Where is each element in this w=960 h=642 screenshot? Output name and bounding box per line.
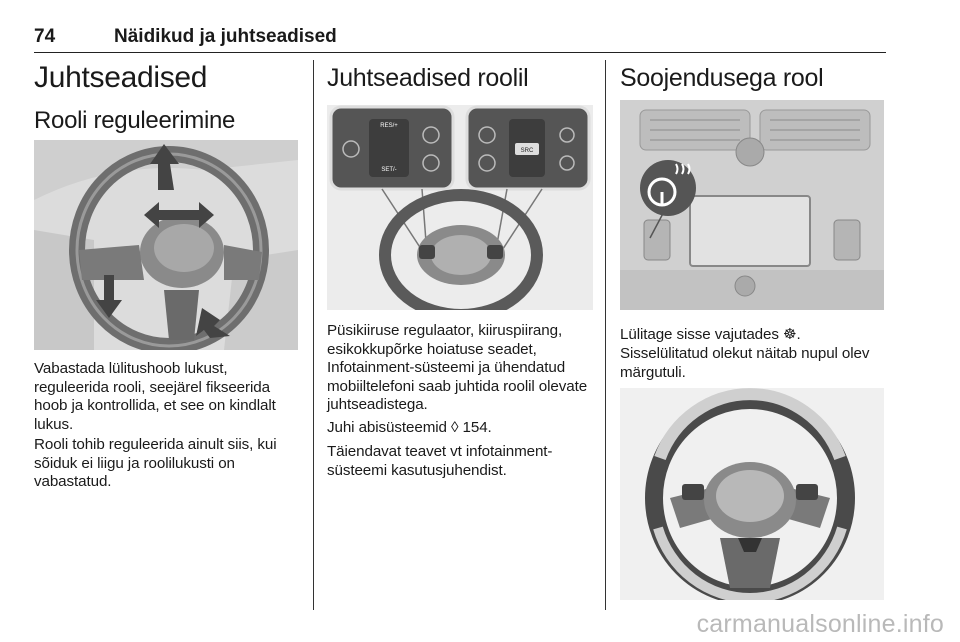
- section-heading: Juhtseadised roolil: [327, 64, 529, 92]
- column-divider: [313, 60, 314, 610]
- steering-adjust-illustration: [34, 140, 298, 350]
- paragraph: Täiendavat teavet vt infotainment-süsteemi kasutusjuhendist.: [327, 443, 553, 479]
- res-button-label: RES/+: [380, 123, 398, 129]
- heated-wheel-button-illustration: [620, 100, 884, 310]
- page-header: [34, 22, 886, 53]
- paragraph: Püsikiiruse regulaator, kiiruspiirang, esikokkupõrke hoiatuse seadet, Infotainment-süsteemi ja ühendatud mobiiltelefoni saab juhtida roolil olevate juhtseadistega.: [327, 322, 588, 414]
- paragraph: Juhi abisüsteemid ◊ 154.: [327, 419, 492, 436]
- src-button-label: SRC: [520, 148, 534, 154]
- column-1: [34, 58, 302, 138]
- paragraph: Sisselülitatud olekut näitab nupul olev märgutuli.: [620, 345, 870, 381]
- steering-controls-illustration: [327, 105, 593, 310]
- set-button-label: SET/-: [381, 167, 397, 173]
- column-2: [327, 58, 595, 98]
- section-heading: Juhtseadised: [34, 61, 208, 94]
- column-divider: [605, 60, 606, 610]
- paragraph: Rooli tohib reguleerida ainult siis, kui sõiduk ei liigu ja roolilukusti on vabastatud.: [34, 436, 277, 491]
- watermark: carmanualsonline.info: [696, 610, 944, 638]
- paragraph: Lülitage sisse vajutades ☸.: [620, 326, 801, 343]
- chapter-title: Näidikud ja juhtseadised: [114, 26, 337, 47]
- paragraph: Vabastada lülitushoob lukust, reguleerida rooli, seejärel fikseerida hoob ja kontrollida, et see on kindlalt lukus.: [34, 360, 276, 433]
- page-number: 74: [34, 26, 56, 47]
- subsection-heading: Rooli reguleerimine: [34, 107, 236, 134]
- heated-steering-wheel-illustration: [620, 388, 884, 600]
- column-3: [620, 58, 888, 98]
- section-heading: Soojendusega rool: [620, 64, 824, 92]
